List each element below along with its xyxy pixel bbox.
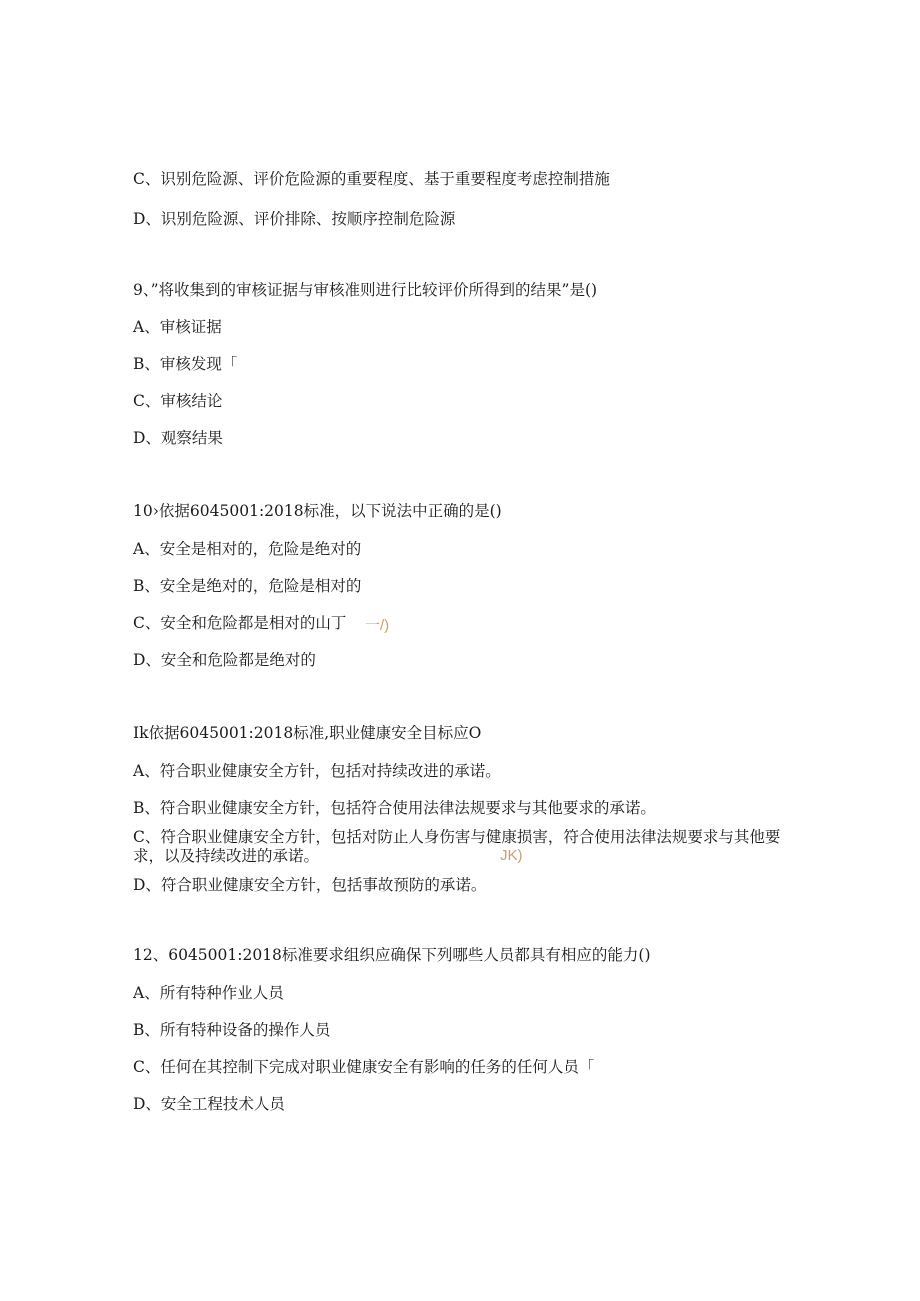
- q9-option-c: C、审核结论: [133, 392, 223, 410]
- q10-option-b: B、安全是绝对的，危险是相对的: [133, 577, 362, 595]
- q12-option-d: D、安全工程技术人员: [133, 1095, 285, 1113]
- q9-stem: 9、”将收集到的审核证据与审核准则进行比较评价所得到的结果”是(): [133, 281, 598, 299]
- q10-option-c: C、安全和危险都是相对的山丁: [133, 614, 347, 632]
- q11-option-a: A、符合职业健康安全方针，包括对持续改进的承诺。: [133, 762, 501, 780]
- q11-option-d: D、符合职业健康安全方针，包括事故预防的承诺。: [133, 876, 487, 894]
- q8-option-d: D、识别危险源、评价排除、按顺序控制危险源: [133, 210, 456, 228]
- q12-option-c: C、任何在其控制下完成对职业健康安全有影响的任务的任何人员「: [133, 1058, 595, 1076]
- q11-stem: Ik依据6045001:2018标准,职业健康安全目标应O: [133, 724, 482, 742]
- q9-option-a: A、审核证据: [133, 318, 222, 336]
- q12-stem: 12、6045001:2018标准要求组织应确保下列哪些人员都具有相应的能力(): [133, 946, 651, 964]
- q11-option-b: B、符合职业健康安全方针，包括符合使用法律法规要求与其他要求的承诺。: [133, 799, 656, 817]
- q11-handwritten-mark: JK): [500, 847, 523, 864]
- q8-option-c: C、识别危险源、评价危险源的重要程度、基于重要程度考虑控制措施: [133, 170, 610, 188]
- q10-stem: 10›依据6045001:2018标准，以下说法中正确的是(): [133, 502, 502, 520]
- q9-option-d: D、观察结果: [133, 429, 223, 447]
- q11-option-c: C、符合职业健康安全方针，包括对防止人身伤害与健康损害，符合使用法律法规要求与其他要求，以及持续改进的承诺。: [133, 828, 781, 865]
- q12-option-b: B、所有特种设备的操作人员: [133, 1021, 331, 1039]
- q10-option-a: A、安全是相对的，危险是绝对的: [133, 540, 362, 558]
- q10-handwritten-mark: 一/): [365, 617, 390, 634]
- q12-option-a: A、所有特种作业人员: [133, 984, 284, 1002]
- q10-option-d: D、安全和危险都是绝对的: [133, 651, 316, 669]
- q9-option-b: B、审核发现「: [133, 355, 238, 373]
